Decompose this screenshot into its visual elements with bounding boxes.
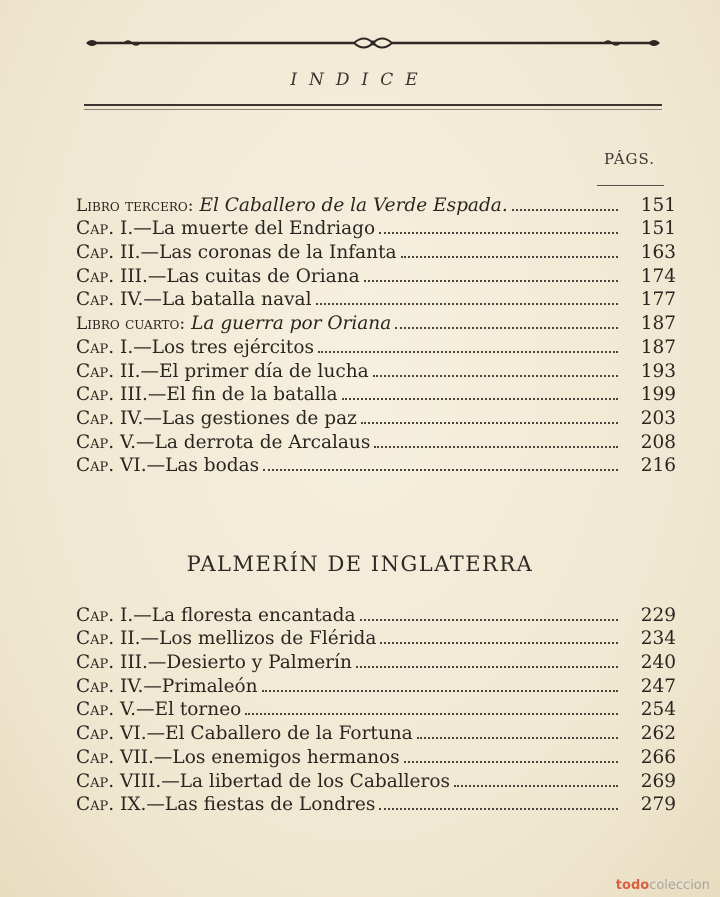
toc-entry-label [76,218,375,239]
chapter-prefix: Cap. V.— [76,699,155,721]
page-number: 163 [640,242,676,264]
entry-title: La muerte del Endriago [151,218,376,240]
chapter-prefix: Cap. III.— [76,384,167,406]
leader-dots [316,293,619,305]
leader-dots [245,703,618,715]
watermark-logo [616,878,710,893]
leader-dots [379,798,618,810]
toc-entry [76,192,676,216]
leader-dots [364,270,618,282]
toc-entry [76,744,676,768]
chapter-prefix: Cap. IV.— [76,675,162,697]
page-number: 240 [640,652,676,674]
leader-dots [374,436,618,448]
page-number: 151 [640,218,676,240]
chapter-prefix: Cap. VI.— [76,723,166,745]
section-heading: PALMERÍN DE INGLATERRA [186,552,534,576]
chapter-prefix: Cap. VII.— [76,746,173,768]
toc-entry [76,649,676,673]
toc-entry-label [76,384,338,405]
toc-entry-label [76,432,370,453]
page-number: 193 [640,360,676,382]
entry-title: La derrota de Arcalaus [154,431,371,453]
entry-title: Las coronas de la Infanta [159,242,397,264]
toc-entry [76,405,676,429]
leader-dots [318,341,618,353]
page-number: 174 [640,265,676,287]
page-number: 254 [640,699,676,721]
leader-dots [401,246,618,258]
page-number: 262 [640,723,676,745]
toc-entry-label [76,313,391,334]
chapter-prefix: Cap. III.— [76,265,167,287]
toc-entry [76,310,676,334]
leader-dots [361,412,618,424]
toc-entry [76,287,676,311]
entry-title: El torneo [154,699,242,721]
toc-entry [76,263,676,287]
entry-title: El primer día de lucha [159,360,369,382]
page-number: 187 [640,313,676,335]
pages-column-header: PÁGS. [604,150,656,168]
toc-entry [76,697,676,721]
toc-entry [76,792,676,816]
leader-dots [263,459,618,471]
entry-title: La libertad de los Caballeros [179,770,450,792]
toc-entry-label [76,652,352,673]
page-number: 269 [640,770,676,792]
toc-entry-label [76,337,314,358]
toc-entry-label [76,289,312,310]
chapter-prefix: Cap. IV.— [76,289,162,311]
entry-title: Los mellizos de Flérida [159,628,377,650]
chapter-prefix: Cap. VI.— [76,455,166,477]
leader-dots [512,199,618,211]
entry-title: Primaleón [161,675,258,697]
toc-entry [76,673,676,697]
chapter-prefix: Cap. I.— [76,218,152,240]
chapter-prefix: Cap. IX.— [76,794,165,816]
entry-title: Las bodas [165,455,260,477]
toc-entry [76,626,676,650]
entry-title: Desierto y Palmerín [166,652,352,674]
toc-entry [76,429,676,453]
toc-entry-label [76,747,400,768]
toc-entry-label [76,676,258,697]
page-number: 247 [640,675,676,697]
leader-dots [262,680,618,692]
decorative-border-ornament [84,34,662,52]
toc-entry-label [76,455,259,476]
chapter-prefix: Cap. I.— [76,336,152,358]
page-number: 177 [640,289,676,311]
entry-title: Las fiestas de Londres [164,794,376,816]
page-number: 266 [640,746,676,768]
watermark-brand-a: todo [615,878,650,893]
chapter-prefix: Cap. V.— [76,431,155,453]
chapter-prefix: Cap. II.— [76,242,160,264]
pages-column-rule [597,185,664,186]
book-prefix: Libro cuarto: [76,314,186,335]
toc-entry [76,334,676,358]
leader-dots [417,727,618,739]
entry-title: El Caballero de la Fortuna [165,723,413,745]
chapter-prefix: Cap. II.— [76,360,160,382]
page-number: 187 [640,336,676,358]
page-number: 229 [640,604,676,626]
entry-title: El fin de la batalla [166,384,338,406]
chapter-prefix: Cap. IV.— [76,407,162,429]
entry-title: La batalla naval [161,289,312,311]
page-title: INDICE [290,70,430,90]
toc-entry-label [76,266,360,287]
leader-dots [395,317,618,329]
toc-entry-label [76,605,356,626]
toc-entry-label [76,723,413,744]
leader-dots [342,388,619,400]
leader-dots [379,222,618,234]
page-number: 208 [640,431,676,453]
entry-title: La guerra por Oriana [191,313,392,335]
toc-entry-label [76,361,369,382]
chapter-prefix: Cap. I.— [76,604,152,626]
toc-entry [76,239,676,263]
entry-title: Los tres ejércitos [151,336,314,358]
toc-section-amadis [76,192,676,476]
title-rule [84,104,662,110]
page-number: 216 [640,455,676,477]
leader-dots [454,775,618,787]
leader-dots [373,365,618,377]
entry-title: Las cuitas de Oriana [166,265,360,287]
page-number: 151 [640,194,676,216]
toc-entry [76,453,676,477]
page-number: 234 [640,628,676,650]
entry-title: El Caballero de la Verde Espada. [199,194,508,216]
toc-entry-label [76,794,375,815]
leader-dots [356,656,618,668]
toc-entry [76,720,676,744]
toc-entry [76,768,676,792]
toc-section-palmerin [76,602,676,815]
page-number: 279 [640,794,676,816]
leader-dots [360,609,618,621]
toc-entry-label [76,699,241,720]
toc-entry-label [76,771,450,792]
toc-entry-label [76,408,357,429]
toc-entry [76,216,676,240]
chapter-prefix: Cap. II.— [76,628,160,650]
toc-entry [76,602,676,626]
chapter-prefix: Cap. VIII.— [76,770,180,792]
toc-entry-label [76,195,508,216]
leader-dots [380,632,618,644]
watermark-brand-b: coleccion [649,878,710,893]
entry-title: Las gestiones de paz [161,407,357,429]
leader-dots [404,751,618,763]
toc-entry-label [76,242,397,263]
entry-title: Los enemigos hermanos [172,746,400,768]
page-number: 199 [640,384,676,406]
toc-entry [76,358,676,382]
book-prefix: Libro tercero: [76,195,194,216]
chapter-prefix: Cap. III.— [76,652,167,674]
entry-title: La floresta encantada [151,604,356,626]
toc-entry [76,382,676,406]
page-number: 203 [640,407,676,429]
toc-entry-label [76,628,376,649]
